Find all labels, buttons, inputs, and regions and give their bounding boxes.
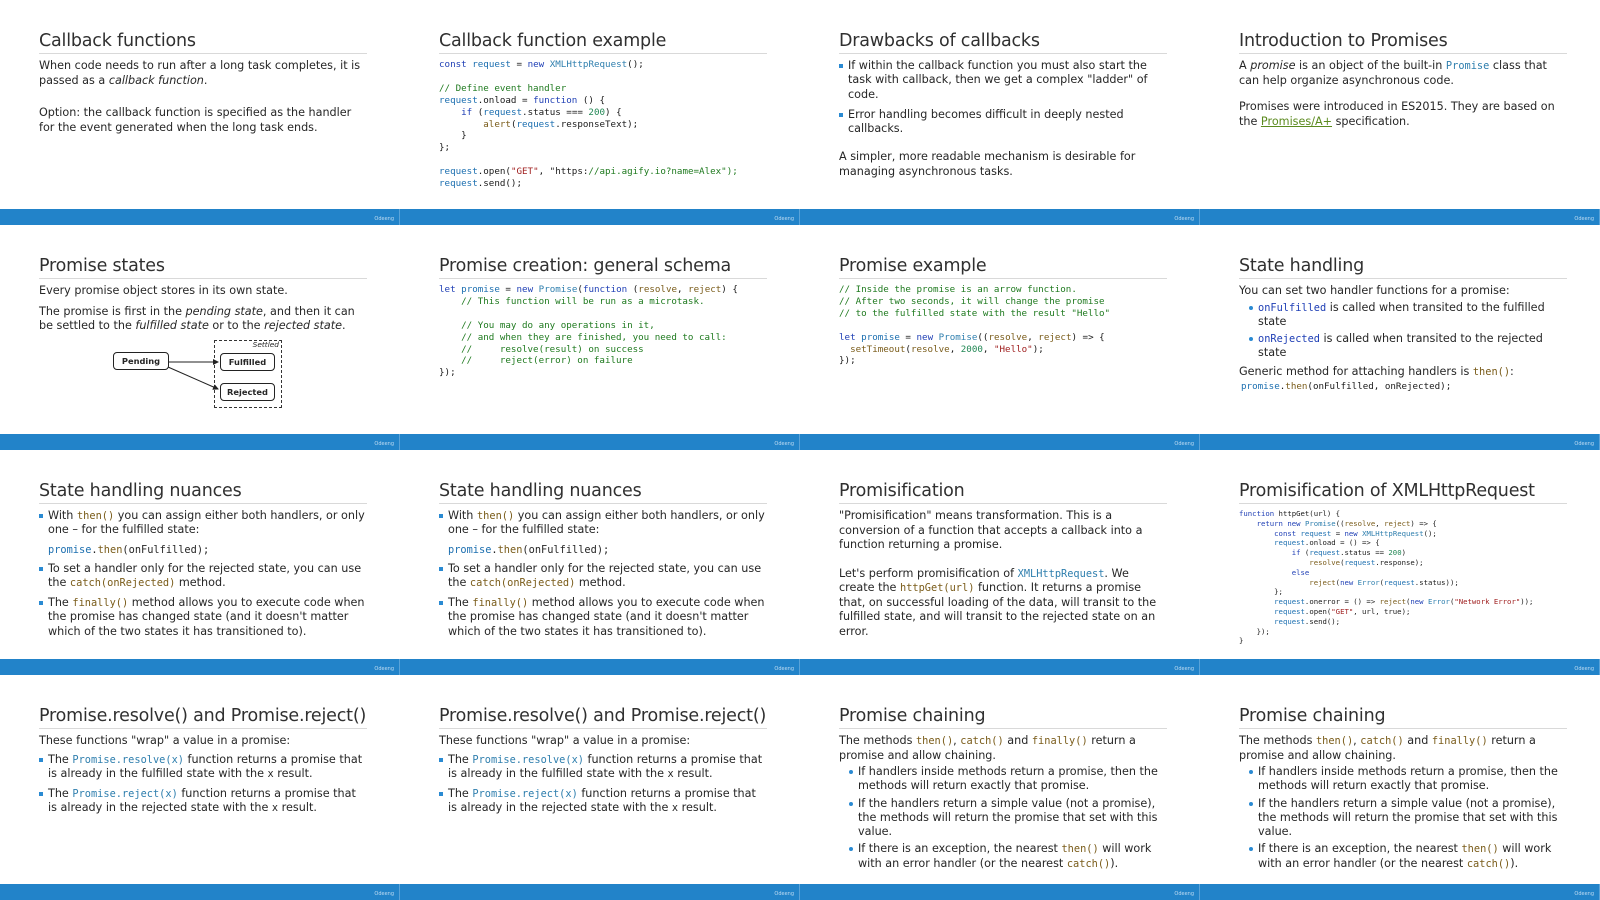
- slide-title: State handling: [1239, 256, 1567, 279]
- list-item: onFulfilled is called when transited to the fulfilled state: [1249, 301, 1567, 330]
- bullet-list: [439, 753, 767, 816]
- settled-group: Settled: [214, 340, 282, 408]
- slide-title: Promisification: [839, 481, 1167, 504]
- slide-footer-bar: Odeeng: [800, 434, 1200, 450]
- code-block: // Inside the promise is an arrow function. // After two seconds, it will change the promise // to the fulfilled state with the result "Hello" let promise = new Promise((resolve, reject) => { setTimeout(resolve, 2000, "Hello"); });: [839, 284, 1111, 367]
- slide-promisification-xhr[interactable]: [1200, 450, 1600, 675]
- slide-promise-chaining-copy[interactable]: [1200, 675, 1600, 900]
- list-item: If there is an exception, the nearest then() will work with an error handler (or the nearest catch()).: [1249, 842, 1567, 871]
- slide-intro-promises[interactable]: [1200, 0, 1600, 225]
- pending-state-box: Pending: [113, 352, 169, 370]
- slide-footer-bar: Odeeng: [400, 659, 800, 675]
- slide-footer-bar: Odeeng: [800, 209, 1200, 225]
- paragraph: These functions "wrap" a value in a promise:: [39, 734, 291, 747]
- slide-state-nuances-copy[interactable]: [400, 450, 800, 675]
- paragraph: A promise is an object of the built-in Promise class that can help organize asynchronous code.: [1239, 59, 1547, 87]
- slide-title: Promise chaining: [839, 706, 1167, 729]
- slide-resolve-reject[interactable]: [0, 675, 400, 900]
- code-snippet: promise.then(onFulfilled, onRejected);: [1241, 381, 1452, 393]
- bullet-list: [1239, 301, 1567, 361]
- list-item: To set a handler only for the rejected state, you can use the catch(onRejected) method.: [39, 562, 367, 591]
- slide-footer-bar: Odeeng: [400, 884, 800, 900]
- paragraph: Promises were introduced in ES2015. They are based on the Promises/A+ specification.: [1239, 100, 1555, 128]
- state-diagram: [112, 340, 312, 414]
- code-snippet: promise.then(onFulfilled);: [448, 543, 610, 556]
- list-item: If handlers inside methods return a promise, then the methods will return exactly that promise.: [1249, 765, 1567, 794]
- paragraph: The methods then(), catch() and finally() return a promise and allow chaining.: [1239, 734, 1536, 762]
- slide-footer-bar: Odeeng: [1200, 884, 1600, 900]
- slide-footer-bar: Odeeng: [400, 209, 800, 225]
- slide-callback-functions[interactable]: [0, 0, 400, 225]
- slide-resolve-reject-copy[interactable]: [400, 675, 800, 900]
- bullet-list: [839, 765, 1167, 871]
- slide-title: Callback function example: [439, 31, 767, 54]
- slide-state-handling[interactable]: [1200, 225, 1600, 450]
- list-item: If there is an exception, the nearest then() will work with an error handler (or the nearest catch()).: [849, 842, 1167, 871]
- paragraph: "Promisification" means transformation. This is a conversion of a function that accepts a callback into a function returning a promise.: [839, 509, 1143, 551]
- code-block: const request = new XMLHttpRequest(); // Define event handler request.onload = function () { if (request.status === 200) { alert(request.responseText); } }; request.open("GET", "https://api.agify.io?name=Alex"); request.send();: [439, 59, 738, 190]
- slide-drawbacks[interactable]: [800, 0, 1200, 225]
- list-item: Error handling becomes difficult in deeply nested callbacks.: [839, 108, 1167, 137]
- slide-promisification[interactable]: [800, 450, 1200, 675]
- list-item: With then() you can assign either both handlers, or only one – for the fulfilled state:: [439, 509, 767, 538]
- list-item: The finally() method allows you to execute code when the promise has changed state (and it doesn't matter which of the two states it has transitioned to).: [439, 596, 767, 639]
- list-item: If within the callback function you must also start the task with callback, then we get a complex "ladder" of code.: [839, 59, 1167, 102]
- slide-footer-bar: Odeeng: [1200, 209, 1600, 225]
- slide-promise-example[interactable]: [800, 225, 1200, 450]
- slide-promise-states[interactable]: [0, 225, 400, 450]
- slide-title: Promisification of XMLHttpRequest: [1239, 481, 1567, 504]
- bullet-list: [439, 509, 767, 538]
- slide-promise-creation[interactable]: [400, 225, 800, 450]
- bullet-list: [1239, 765, 1567, 871]
- paragraph: Option: the callback function is specified as the handler for the event generated when the long task ends.: [39, 106, 352, 134]
- slide-footer-bar: Odeeng: [0, 209, 400, 225]
- fulfilled-state-box: Fulfilled: [220, 353, 275, 371]
- slide-footer-bar: Odeeng: [800, 884, 1200, 900]
- bullet-list: [39, 562, 367, 639]
- list-item: The Promise.resolve(x) function returns a promise that is already in the fulfilled state with the x result.: [439, 753, 767, 782]
- list-item: To set a handler only for the rejected state, you can use the catch(onRejected) method.: [439, 562, 767, 591]
- bullet-list: [439, 562, 767, 639]
- paragraph: Let's perform promisification of XMLHttpRequest. We create the httpGet(url) function. It returns a promise that, on successful loading of the data, will transit to the fulfilled state, and will transit to the rejected state on an error.: [839, 566, 1157, 638]
- list-item: If the handlers return a simple value (not a promise), the methods will return the promise that set with this value.: [849, 797, 1167, 840]
- slide-footer-bar: Odeeng: [0, 434, 400, 450]
- promises-aplus-link[interactable]: Promises/A+: [1260, 114, 1333, 128]
- slide-promise-chaining[interactable]: [800, 675, 1200, 900]
- paragraph: A simpler, more readable mechanism is desirable for managing asynchronous tasks.: [839, 150, 1136, 178]
- paragraph: You can set two handler functions for a promise:: [1239, 284, 1510, 297]
- list-item: The finally() method allows you to execute code when the promise has changed state (and it doesn't matter which of the two states it has transitioned to).: [39, 596, 367, 639]
- paragraph: These functions "wrap" a value in a promise:: [439, 734, 691, 747]
- slide-title: Promise.resolve() and Promise.reject(): [39, 706, 367, 729]
- slide-footer-bar: Odeeng: [1200, 434, 1600, 450]
- list-item: If the handlers return a simple value (not a promise), the methods will return the promise that set with this value.: [1249, 797, 1567, 840]
- slide-title: Callback functions: [39, 31, 367, 54]
- slide-title: Promise.resolve() and Promise.reject(): [439, 706, 767, 729]
- slide-title: Introduction to Promises: [1239, 31, 1567, 54]
- list-item: If handlers inside methods return a promise, then the methods will return exactly that promise.: [849, 765, 1167, 794]
- list-item: onRejected is called when transited to the rejected state: [1249, 332, 1567, 361]
- paragraph: When code needs to run after a long task completes, it is passed as a callback function.: [39, 59, 361, 87]
- slide-state-nuances[interactable]: [0, 450, 400, 675]
- slide-title: Drawbacks of callbacks: [839, 31, 1167, 54]
- slide-title: Promise example: [839, 256, 1167, 279]
- slide-title: Promise creation: general schema: [439, 256, 767, 279]
- rejected-state-box: Rejected: [220, 383, 275, 401]
- list-item: The Promise.resolve(x) function returns a promise that is already in the fulfilled state with the x result.: [39, 753, 367, 782]
- slide-callback-example[interactable]: [400, 0, 800, 225]
- slide-title: Promise states: [39, 256, 367, 279]
- slide-footer-bar: Odeeng: [800, 659, 1200, 675]
- paragraph: The methods then(), catch() and finally() return a promise and allow chaining.: [839, 734, 1136, 762]
- code-block: let promise = new Promise(function (resolve, reject) { // This function will be run as a microtask. // You may do any operations in it, // and when they are finished, you need to call: // resolve(result) on success // reject(error) on failure });: [439, 284, 738, 379]
- slide-footer-bar: Odeeng: [0, 884, 400, 900]
- bullet-list: [39, 509, 367, 538]
- list-item: The Promise.reject(x) function returns a promise that is already in the rejected state with the x result.: [39, 787, 367, 816]
- slide-title: Promise chaining: [1239, 706, 1567, 729]
- slide-footer-bar: Odeeng: [1200, 659, 1600, 675]
- paragraph: Generic method for attaching handlers is then():: [1239, 364, 1514, 378]
- code-snippet: promise.then(onFulfilled);: [48, 543, 210, 556]
- list-item: With then() you can assign either both handlers, or only one – for the fulfilled state:: [39, 509, 367, 538]
- slide-footer-bar: Odeeng: [400, 434, 800, 450]
- bullet-list: [839, 59, 1167, 136]
- state-arrows: [112, 340, 312, 414]
- slide-title: State handling nuances: [439, 481, 767, 504]
- paragraph: The promise is first in the pending state, and then it can be settled to the fulfilled state or to the rejected state.: [39, 304, 355, 332]
- code-block: function httpGet(url) { return new Promise((resolve, reject) => { const request = new XMLHttpRequest(); request.onload = () => { if (request.status == 200) resolve(request.response); else reject(new Error(request.status)); }; request.onerror = () => reject(new Error("Network Error")); request.open("GET", url, true); request.send(); }); }: [1239, 509, 1534, 646]
- slide-footer-bar: Odeeng: [0, 659, 400, 675]
- list-item: The Promise.reject(x) function returns a promise that is already in the rejected state with the x result.: [439, 787, 767, 816]
- bullet-list: [39, 753, 367, 816]
- slide-title: State handling nuances: [39, 481, 367, 504]
- paragraph: Every promise object stores in its own state.: [39, 284, 288, 297]
